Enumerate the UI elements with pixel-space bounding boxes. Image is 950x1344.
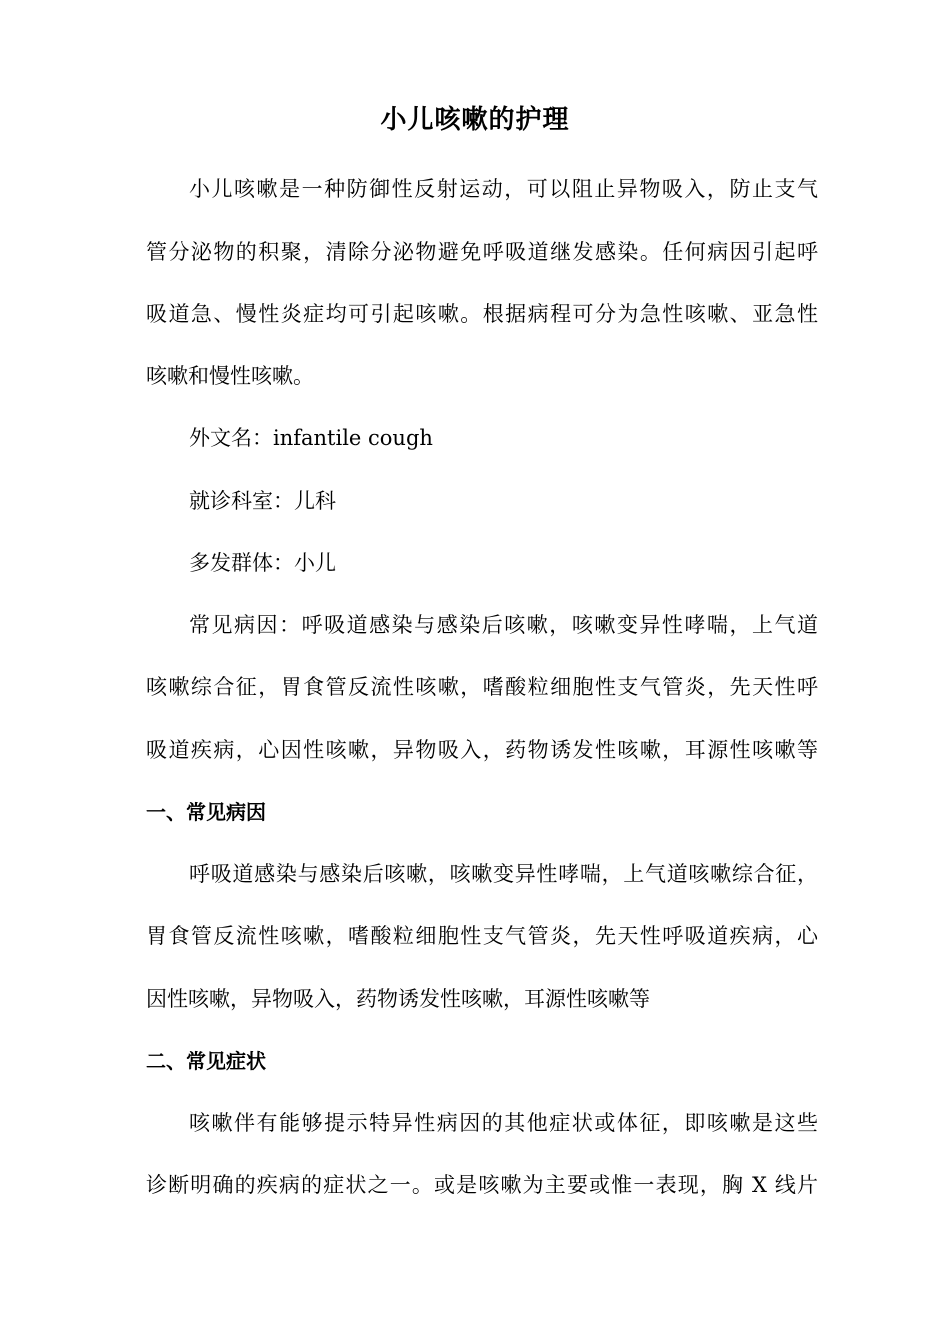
section2-heading: 二、常见症状 [146, 1049, 266, 1073]
causes-summary-line-3: 吸道疾病，心因性咳嗽，异物吸入，药物诱发性咳嗽，耳源性咳嗽等 [146, 738, 818, 762]
intro-line-3: 吸道急、慢性炎症均可引起咳嗽。根据病程可分为急性咳嗽、亚急性 [146, 302, 818, 326]
causes-summary-line-1: 常见病因：呼吸道感染与感染后咳嗽，咳嗽变异性哮喘，上气道 [189, 613, 818, 637]
department: 就诊科室：儿科 [189, 489, 336, 513]
population: 多发群体：小儿 [189, 551, 336, 575]
section2-line-2: 诊断明确的疾病的症状之一。或是咳嗽为主要或惟一表现，胸 X 线片 [146, 1173, 818, 1197]
section1-line-1: 呼吸道感染与感染后咳嗽，咳嗽变异性哮喘，上气道咳嗽综合征， [189, 862, 818, 886]
intro-line-4: 咳嗽和慢性咳嗽。 [146, 364, 314, 388]
document-title: 小儿咳嗽的护理 [380, 105, 570, 135]
section1-heading: 一、常见病因 [146, 800, 266, 824]
section1-line-2: 胃食管反流性咳嗽，嗜酸粒细胞性支气管炎，先天性呼吸道疾病，心 [146, 924, 818, 948]
intro-line-1: 小儿咳嗽是一种防御性反射运动，可以阻止异物吸入，防止支气 [189, 177, 818, 201]
section1-line-3: 因性咳嗽，异物吸入，药物诱发性咳嗽，耳源性咳嗽等 [146, 987, 650, 1011]
causes-summary-line-2: 咳嗽综合征，胃食管反流性咳嗽，嗜酸粒细胞性支气管炎，先天性呼 [146, 675, 818, 699]
section2-line-1: 咳嗽伴有能够提示特异性病因的其他症状或体征，即咳嗽是这些 [189, 1111, 818, 1135]
foreign-name: 外文名：infantile cough [189, 426, 433, 450]
intro-line-2: 管分泌物的积聚，清除分泌物避免呼吸道继发感染。任何病因引起呼 [146, 240, 818, 264]
